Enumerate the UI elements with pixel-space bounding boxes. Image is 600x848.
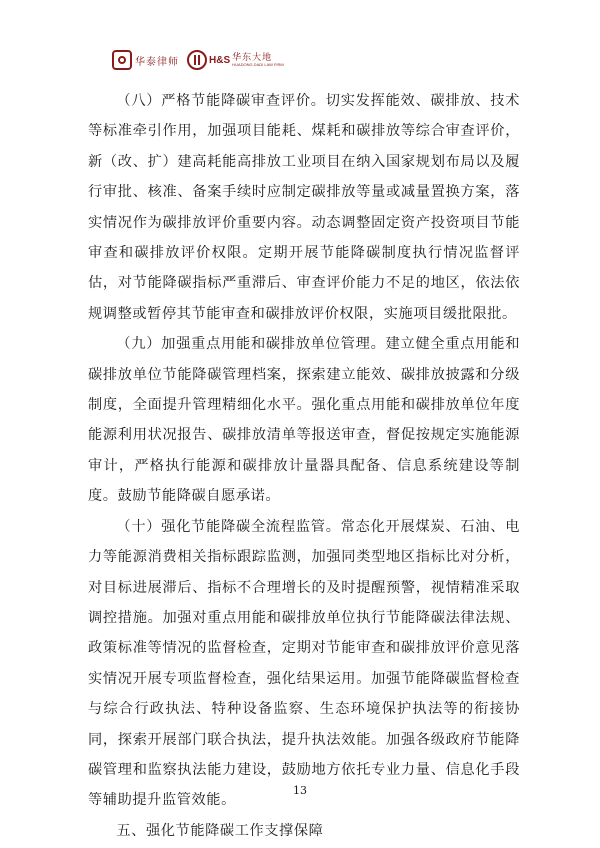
paragraph-10: （十）强化节能降碳全流程监管。常态化开展煤炭、石油、电力等能源消费相关指标跟踪监测，加强同类型地区指标比对分析，对目标进展滞后、指标不合理增长的及时提醒预警，视情精准采取调控措施。加强对重点用能和碳排放单位执行节能降碳法律法规、政策标准等情况的监督检查，定期对节能审查和碳排放评价意见落实情况开展专项监督检查，强化结果运用。加强节能降碳监督检查与综合行政执法、特种设备监察、生态环境保护执法等的衔接协同，探索开展部门联合执法，提升执法效能。加强各级政府节能降碳管理和监察执法能力建设，鼓励地方依托专业力量、信息化手段等辅助提升监管效能。 (88, 518, 520, 809)
section-heading: 五、强化节能降碳工作支撑保障 (116, 822, 324, 839)
firm-logo-text: 华泰律师 (135, 56, 179, 68)
paragraph-8: （八）严格节能降碳审查评价。切实发挥能效、碳排放、技术等标准牵引作用，加强项目能耗、煤耗和碳排放等综合审查评价，新（改、扩）建高耗能高排放工业项目在纳入国家规划布局以及履行审批、核准、备案手续时应制定碳排放等量或减量置换方案，落实情况作为碳排放评价重要内容。动态调整固定资产投资项目节能审查和碳排放评价权限。定期开展节能降碳制度执行情况监督评估，对节能降碳指标严重滞后、审查评价能力不足的地区，依法依规调整或暂停其节能审查和碳排放评价权限，实施项目缓批限批。 (88, 93, 520, 322)
partner-logo-icon (187, 50, 207, 70)
header-logos (112, 46, 284, 74)
partner-logo-text: 华东大地 (232, 52, 273, 63)
paragraph-9: （九）加强重点用能和碳排放单位管理。建立健全重点用能和碳排放单位节能降碳管理档案，探索建立能效、碳排放披露和分级制度，全面提升管理精细化水平。强化重点用能和碳排放单位年度能源利用状况报告、碳排放清单等报送审查，督促按规定实施能源审计，严格执行能源和碳排放计量器具配备、信息系统建设等制度。鼓励节能降碳自愿承诺。 (88, 336, 520, 505)
firm-logo-icon (112, 50, 132, 70)
partner-logo-hs: H&S (209, 54, 231, 66)
document-body (88, 86, 520, 846)
page-number: 13 (293, 784, 307, 797)
partner-logo-text-block (232, 54, 284, 67)
partner-logo-subtext: HUADONG DADI LAW FIRM (232, 61, 284, 67)
